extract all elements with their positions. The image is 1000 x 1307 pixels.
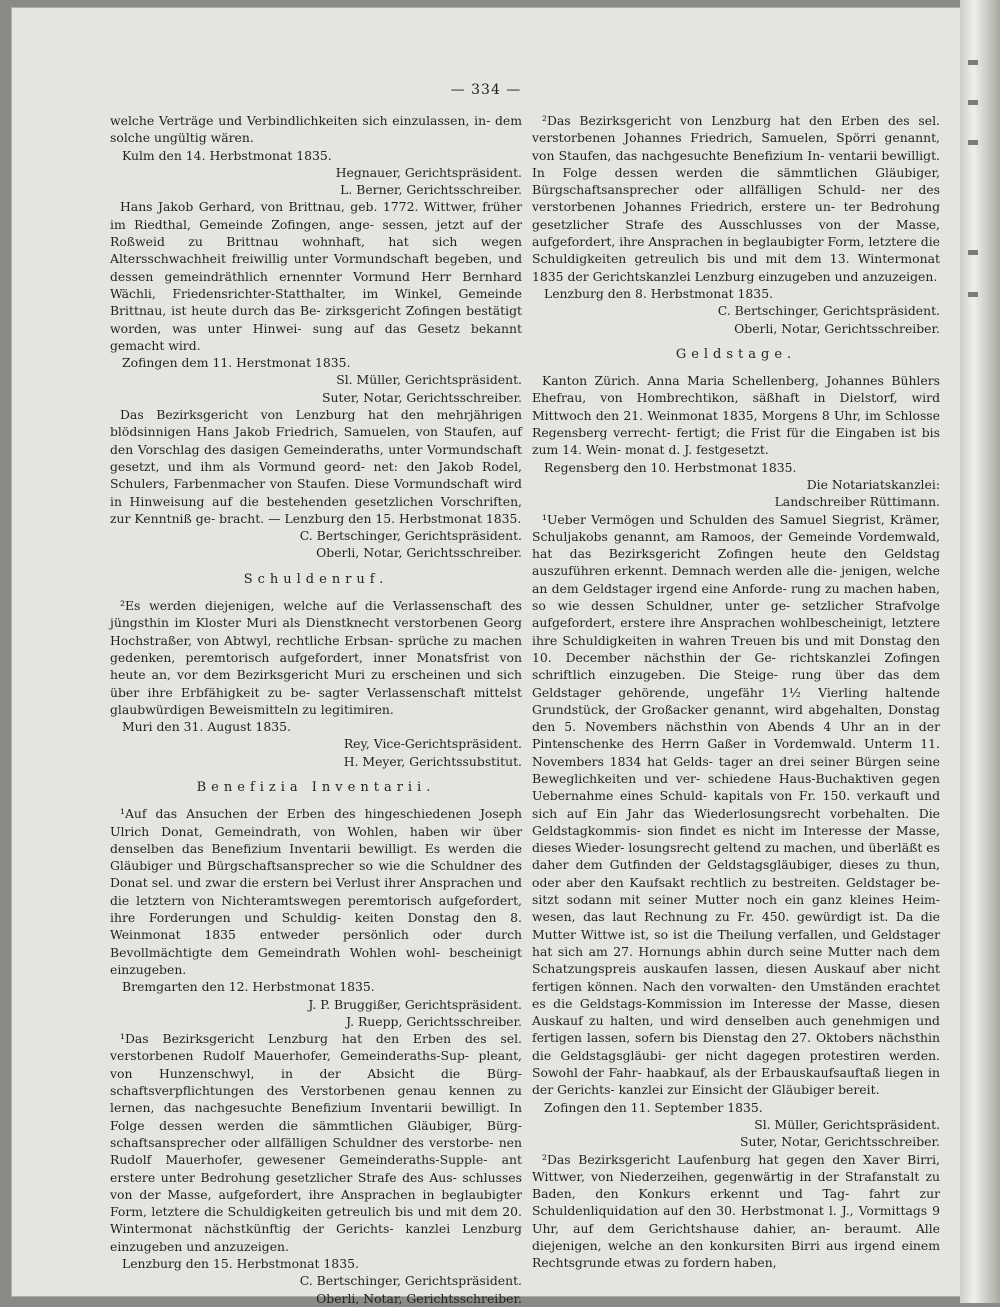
binding-mark — [968, 292, 978, 297]
notice-text: ¹Das Bezirksgericht Lenzburg hat den Erben des sel. verstorbenen Rudolf Mauerhofer, Gemeinderaths-Sup- pleant, von Hunzenschwyl, in der Absicht die Bürg- schaftsverpflichtungen des Verstorbenen genau kennen zu lernen, das nachgesuchte Benefizium Inventarii bewilligt. In Folge dessen werden die sämmtlichen Gläubiger, Bürg- schaftsansprecher oder allfälligen Schuldner des verstorbe- nen Rudolf Mauerhofer, gewesener Gemeinderaths-Supple- ant erstere unter Bedrohung gesetzlicher Strafe des Aus- schlusses von der Masse, aufgefordert, ihre Ansprachen in beglaubigter Form, letztere die Schuldigkeiten getreulich bis und mit dem 20. Wintermonat nächstkünftig der Gerichts- kanzlei Lenzburg einzugeben und anzuzeigen. — [110, 1031, 522, 1254]
notice-text: ²Es werden diejenigen, welche auf die Verlassenschaft des jüngsthin im Kloster Muri als Dienstknecht verstorbenen Georg Hochstraßer, von Abtwyl, rechtliche Erbsan- sprüche zu machen gedenken, peremtorisch aufgefordert, inner Monatsfrist von heute an, vor dem Bezirksgericht Muri zu erscheinen und sich über ihre Erbfähigkeit zu be- sagter Verlassenschaft mittelst glaubwürdigen Beweismitteln zu legitimiren. — [110, 598, 522, 717]
signature: J. P. Bruggißer, Gerichtspräsident. — [308, 996, 522, 1012]
signature: L. Berner, Gerichtsschreiber. — [340, 182, 522, 198]
notice-date: Zofingen den 11. September 1835. — [544, 1099, 763, 1115]
signature: Suter, Notar, Gerichtsschreiber. — [740, 1134, 940, 1150]
notice-text: Hans Jakob Gerhard, von Brittnau, geb. 1772. Wittwer, früher im Riedthal, Gemeinde Zofingen, ange- sessen, jetzt auf der Roßweid zu Brittnau wohnhaft, hat sich wegen Altersschwachheit freiwillig unter Vormundschaft begeben, und dessen gemeindräthlich ernennter Vormund Herr Bernhard Wächli, Friedensrichter-Statthalter, im Winkel, Gemeinde Brittnau, ist heute durch das Be- zirksgericht Zofingen bestätigt worden, was unter Hinwei- sung auf das Gesetz bekannt gemacht wird. — [110, 199, 522, 353]
signature: C. Bertschinger, Gerichtspräsident. — [717, 303, 940, 319]
signature: Sl. Müller, Gerichtspräsident. — [336, 372, 522, 388]
signature: Oberli, Notar, Gerichtsschreiber. — [734, 320, 940, 336]
notice-text: ¹Auf das Ansuchen der Erben des hingeschiedenen Joseph Ulrich Donat, Gemeindrath, von Wohlen, haben wir über denselben das Benefizium Inventarii bewilligt. Es werden die Gläubiger und Bürgschaftsansprecher so wie die Schuldner des Donat sel. und zwar die erstern bei Verlust ihrer Ansprachen und die letztern von Nichteramtswegen peremtorisch aufgefordert, ihre Forderungen und Schuldig- keiten Donstag den 8. Weinmonat 1835 entweder persönlich oder durch Bevollmächtigte dem Gemeindrath Wohlen wohl- bescheinigt einzugeben. — [110, 806, 522, 977]
notice-text: ²Das Bezirksgericht von Lenzburg hat den Erben des sel. verstorbenen Johannes Friedrich, Samuelen, Spörri genannt, von Staufen, das nachgesuchte Benefizium In- ventarii bewilligt. In Folge dessen werden die sämmtlichen Gläubiger, Bürgschaftsansprecher oder allfälligen Schuld- ner des verstorbenen Johannes Friedrich, erstere un- ter Bedrohung gesetzlicher Strafe des Ausschlusses von der Masse, aufgefordert, ihre Ansprachen in beglaubigter Form, letztere die Schuldigkeiten getreulich bis und mit dem 13. Wintermonat 1835 der Gerichtskanzlei Lenzburg einzugeben und anzuzeigen. — [532, 113, 940, 284]
notice-text: Kanton Zürich. Anna Maria Schellenberg, Johannes Bühlers Ehefrau, von Hombrechtikon, säßhaft in Dielstorf, wird Mittwoch den 21. Weinmonat 1835, Morgens 8 Uhr, im Schlosse Regensberg verrecht- fertigt; die Frist für die Eingaben ist bis zum 14. Wein- monat d. J. festgesetzt. — [532, 373, 940, 458]
notice-date: Bremgarten den 12. Herbstmonat 1835. — [122, 979, 375, 995]
signature: Oberli, Notar, Gerichtsschreiber. — [316, 1290, 522, 1306]
page-number: — 334 — — [450, 82, 522, 98]
notice-date: Lenzburg den 8. Herbstmonat 1835. — [544, 285, 774, 301]
notice-date: Lenzburg den 15. Herbstmonat 1835. — [122, 1256, 359, 1271]
right-column — [532, 112, 940, 1272]
signature: Rey, Vice-Gerichtspräsident. — [343, 736, 522, 752]
notice-date: Muri den 31. August 1835. — [122, 719, 291, 735]
signature: C. Bertschinger, Gerichtspräsident. — [299, 528, 522, 544]
section-heading-benefizia: Benefizia Inventarii. — [196, 779, 436, 795]
signature: Oberli, Notar, Gerichtsschreiber. — [316, 545, 522, 561]
notice-date: Regensberg den 10. Herbstmonat 1835. — [544, 459, 797, 475]
newspaper-page — [12, 8, 960, 1306]
section-heading-schuldenruf: Schuldenruf. — [243, 571, 389, 587]
notice-text: Das Bezirksgericht von Lenzburg hat den mehrjährigen blödsinnigen Hans Jakob Friedrich, Samuelen, von Staufen, auf den Vorschlag des dasigen Gemeinderaths, unter Vormundschaft gesetzt, und ihm als Vormund geord- net: den Jakob Rodel, Schulers, Farbenmacher von Staufen. Diese Vormundschaft wird in Hinweisung auf die bestehenden gesetzlichen Vorschriften, zur Kenntniß ge- bracht. — Lenzburg den 15. Herbstmonat 1835. — [110, 407, 522, 526]
signature: Landschreiber Rüttimann. — [774, 494, 940, 510]
signature: H. Meyer, Gerichtssubstitut. — [343, 753, 522, 769]
signature: Suter, Notar, Gerichtsschreiber. — [322, 389, 522, 405]
binding-mark — [968, 100, 978, 105]
binding-mark — [968, 140, 978, 145]
notice-text: ²Das Bezirksgericht Laufenburg hat gegen den Xaver Birri, Wittwer, von Niederzeihen, gegenwärtig in der Strafanstalt zu Baden, den Konkurs erkennt und Tag- fahrt zur Schuldenliquidation auf den 30. Herbstmonat l. J., Vormittags 9 Uhr, auf dem Gerichtshause dahier, an- beraumt. Alle diejenigen, welche an den konkursiten Birri aus irgend einem Rechtsgrunde etwas zu fordern haben, — [532, 1151, 940, 1271]
signature: Hegnauer, Gerichtspräsident. — [335, 164, 522, 180]
signature: Die Notariatskanzlei: — [806, 476, 940, 492]
signature: Sl. Müller, Gerichtspräsident. — [754, 1116, 940, 1132]
binding-mark — [968, 60, 978, 65]
section-heading-geldstage: Geldstage. — [675, 346, 797, 362]
signature: J. Ruepp, Gerichtsschreiber. — [346, 1013, 522, 1029]
left-column — [110, 112, 522, 1307]
notice-text: ¹Ueber Vermögen und Schulden des Samuel Siegrist, Krämer, Schuljakobs genannt, am Ramoos, der Gemeinde Vordemwald, hat das Bezirksgericht Zofingen heute den Geldstag auszuführen erkennt. Demnach werden alle die- jenigen, welche an dem Geldstager irgend eine Anforde- rung zu machen haben, so wie dessen Schuldner, unter ge- setzlicher Strafvolge aufgefordert, erstere ihre Ansprachen wohlbescheinigt, letztere ihre Schuldigkeiten in wahren Treuen bis und mit Donstag den 10. December nächsthin der Ge- richtskanzlei Zofingen schriftlich einzugeben. Die Steige- rung über das dem Geldstager gehörende, ungefähr 1½ Vierling haltende Grundstück, der Großacker genannt, wird abgehalten, Donstag den 5. Novembers nächsthin von Abends 4 Uhr an in der Pintenschenke des Herrn Gaßer in Vordemwald. Unterm 11. Novembers 1834 hat Gelds- tager an drei seiner Bürgen seine Beweglichkeiten und ver- schiedene Haus-Buchaktiven gegen Uebernahme eines Schuld- kapitals von Fr. 150. verkauft und sich auf Ein Jahr das Wiederlosungsrecht vorbehalten. Die Geldstagkommis- sion findet es nicht im Interesse der Masse, dieses Wieder- losungsrecht geltend zu machen, und überläßt es daher dem Gutfinden der Geldstagsgläubiger, dieses zu thun, oder aber den Kaufsakt rechtlich zu bestreiten. Geldstager be- sitzt sodann mit seiner Mutter noch ein ganz kleines Heim- wesen, das laut Rechnung zu Fr. 450. gewürdigt ist. Da die Mutter Wittwe ist, so ist die Theilung verfallen, und Geldstager hat sich am 27. Hornungs abhin durch seine Mutter nach dem Schatzungspreis auskaufen lassen, diesen Auskauf aber nicht fertigen können. Nach den vorwalten- den Umständen erachtet es die Geldstags-Kommission im Interesse der Masse, diesen Auskauf zu halten, und wird denselben auch genehmigen und fertigen lassen, sofern bis Dienstag den 27. Oktobers nächsthin die Geldstagsgläubi- ger nicht dagegen protestiren werden. Sowohl der Fahr- haabkauf, als der Erbauskaufsauftaß liegen in der Gerichts- kanzlei zur Einsicht der Gläubiger bereit. — [532, 511, 940, 1098]
notice-date: Kulm den 14. Herbstmonat 1835. — [122, 147, 332, 163]
notice-date: Zofingen dem 11. Herstmonat 1835. — [122, 355, 351, 371]
book-binding-edge — [960, 0, 1000, 1303]
binding-mark — [968, 250, 978, 255]
notice-text: welche Verträge und Verbindlichkeiten sich einzulassen, in- dem solche ungültig wären. — [110, 113, 522, 146]
signature: C. Bertschinger, Gerichtspräsident. — [299, 1273, 522, 1289]
